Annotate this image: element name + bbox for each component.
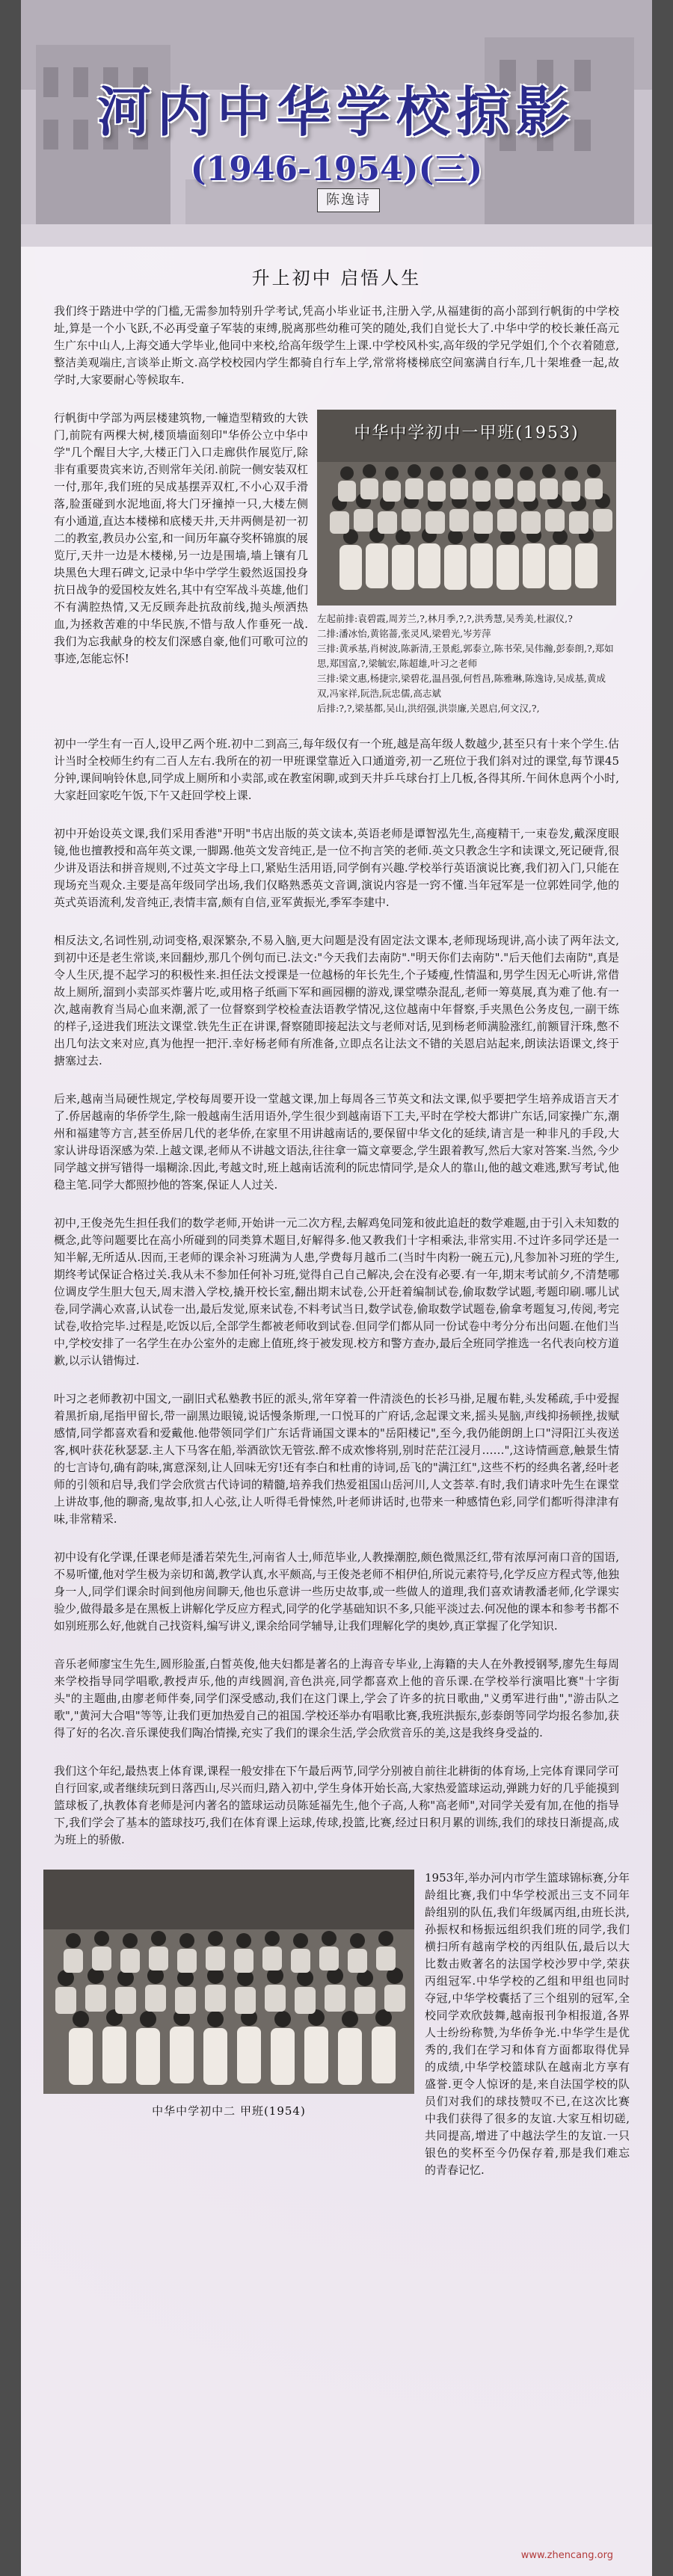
- page: [21, 0, 652, 2576]
- photo-section-2: [21, 1870, 652, 2179]
- header-banner: [21, 0, 652, 247]
- photo-2-caption: 中华中学初中二 甲班(1954): [152, 2104, 306, 2118]
- paragraph: 初中开始设英文课,我们采用香港"开明"书店出版的英文读本,英语老师是谭智泓先生,高瘦精干,一束卷发,戴深度眼镜,他也擅教授和高年英文课,一脚踢.他英文发音纯正,是一位不拘言笑的老师.英文只教念生字和读课文,死记硬背,很少讲及语法和拼音规则,不过英文字母上口,紧贴生活用语,同学倒有兴趣.学校举行英语演说比赛,我们初入门,只能在现场充当观众.主要是高年级同学出场,我们仅略熟悉英文音调,演说内容是一窍不懂.当年冠军是一位郭姓同学,他的英式英语流利,发音纯正,表情丰富,颇有自信,亚军黄振光,季军李建中.: [54, 827, 619, 909]
- legend-row: 后排:?,?,梁基都,吴山,洪绍强,洪崇廉,关恩启,何文汉,?,: [317, 703, 540, 714]
- group-photo-image: [43, 1870, 414, 2094]
- page-title: 河内中华学校掠影: [96, 80, 576, 144]
- class-photo-1954: [43, 1870, 414, 2094]
- section-title: 升上初中 启悟人生: [251, 268, 422, 289]
- photo-1-title: 中华中学初中一甲班(1953): [354, 424, 580, 443]
- page-subtitle: (1946-1954)(三): [190, 150, 483, 188]
- class-photo-1953: [317, 410, 616, 606]
- paragraph: 音乐老师廖宝生先生,圆形脸蛋,白皙英俊,他夫妇都是著名的上海音专毕业,上海籍的夫人在外教授钢琴,廖先生每周来学校指导同学唱歌,教授声乐,他的声线圆润,音色洪亮,同学都喜欢上他的音乐课.在学校举行演唱比赛"十字街头"的主题曲,由廖老师伴奏,同学们深受感动,我们在这门课上,学会了许多的抗日歌曲,"义勇军进行曲","游击队之歌","黄河大合唱"等等,让我们更加热爱自己的祖国.学校还举办有唱歌比赛,我班洪振东,彭泰朗等同学均报名参加,获得了好的名次.音乐课使我们陶冶情操,充实了我们的课余生活,学会欣赏音乐的美,这是我终身受益的.: [54, 1657, 619, 1740]
- photo-section-1: [21, 410, 652, 716]
- paragraph: 初中一学生有一百人,设甲乙两个班.初中二到高三,每年级仅有一个班,越是高年级人数越少,甚至只有十来个学生.估计当时全校师生约有二百人左右.我所在的初一甲班课堂靠近入口通道旁,初一乙班位于我们斜对过的课堂,每节课45分钟,课间响铃休息,同学成上厕所和小卖部,或在教室闲聊,或到天井乒乓球台打上几板,各得其所.午间休息两个小时,大家赶回家吃午饭,下午又赶回学校上课.: [54, 737, 619, 802]
- paragraph: 初中,王俊尧先生担任我们的数学老师,开始讲一元二次方程,去解鸡兔同笼和彼此追赶的数学难题,由于引入未知数的概念,此等问题要比在高小所碰到的同类算术题目,好解得多.他又教我们十字相乘法,非常实用.不过许多同学还是一知半解,无所适从.因而,王老师的课余补习班满为人患,学费每月越币二(当时牛肉粉一碗五元),凡参加补习班的学生,期终考试保证合格过关.我从未不参加任何补习班,觉得自己自己解决,会在没有必要.有一年,期末考试前夕,不清楚哪位调皮学生胆大包天,周末潜入学校,撬开校长室,翻出期末试卷,公开赶着编制试卷,偷取数学试题,考题印刷.哪儿试卷,同学满心欢喜,认试卷一出,最后发觉,原来试卷,不料考试当日,数学试卷,偷取数学试题卷,偷拿考题复习,传阅,考完试卷,收拾完毕.过程是,吃饭以后,全部学生都被老师收到试卷.但同学们都从同一份试卷中考分分布出问题.在他们当中,学校安排了一名学生在办公室外的走廊上值班,终于被发现.校方和警方查办,最后全班同学推选一名代表向校方道歉,以示认错悔过.: [54, 1216, 619, 1367]
- author-name: 陈逸诗: [317, 188, 380, 212]
- paragraph: 我们这个年纪,最热衷上体育课,课程一般安排在下午最后两节,同学分别被自前往北耕街的体育场,上完体育课同学可自行回家,或者继续玩到日落西山,尽兴而归,踏入初中,学生身体开始长高,大家热爱篮球运动,弹跳力好的几乎能摸到篮球板了,执教体育老师是河内著名的篮球运动员陈延福先生,他个子高,人称"高老师",对同学关爱有加,在他的指导下,我们学会了基本的篮球技巧,我们在体育课上运球,传球,投篮,比赛,经过日积月累的训练,我们的球技日渐提高,成为班上的骄傲.: [54, 1764, 619, 1846]
- site-watermark: www.zhencang.org: [520, 2550, 613, 2561]
- legend-row: 二排:潘冰怡,黄铭蔷,张灵风,梁碧光,岑芳萍: [317, 628, 491, 639]
- school-description-text: 行帆街中学部为两层楼建筑物,一幢造型精致的大铁门,前院有两棵大树,楼顶墙面刻印"华侨公立中华中学"几个醒目大字,大楼正门入口走廊供作展览厅,除非有重要贵宾来访,否则常年关闭.前院一侧安装双杠一付,那年,我们班的吴成基摆弄双杠,不小心双手滑落,脸蛋碰到水泥地面,将大门牙撞掉一只,大楼左侧有小通道,直达本楼梯和底楼天井,天井两侧是初一初二的教室,教员办公室,和一间历年赢夺奖杯锦旗的展览厅,天井一边是木楼梯,另一边是围墙,墙上镶有几块黑色大理石碑文,记录中华中学学生毅然返国投身抗日战争的爱国校友姓名,其中有空军战斗英雄,他们不有满腔热情,又无反顾奔赴抗敌前线,抛头颅洒热血,为拯救苦难的中华民族,不惜与敌人作垂死一战.我们为忘我献身的校友们深感自豪,他们可歌可泣的事迹,怎能忘怀!: [54, 411, 308, 665]
- paragraph: 相反法文,名词性别,动词变格,艰深繁杂,不易入脑,更大问题是没有固定法文课本,老师现场现讲,高小读了两年法文,到初中还是老生常谈,来回翻炒,那几个例句而已.法文:"今天我们去南防"."明天你们去南防"."后天他们去南防",真是令人生厌,提不起学习的积极性来.担任法文授课是一位越杨的年长先生,个子矮瘦,性情温和,男学生因无心听讲,常借故上厕所,溜到小卖部买炸薯片吃,或用格子纸画下军和画园棚的游戏,课堂噤杂混乱,老师一筹莫展,真为难了他.有一次,越南教育当局心血来潮,派了一位督察到学校检查法语教学情况,这位越南中年督察,手夹黑色公务皮包,一副干练的样子,迳进我们班法文课堂.铁先生正在讲课,督察随即接起法文与老师对话,见到杨老师满脸涨红,前额冒汗珠,憋不出几句法文来对应,真为他捏一把汗.幸好杨老师有所准备,立即点名让法文不错的关恩启站起来,朗读法语课文,终于搪塞过去.: [54, 934, 619, 1067]
- paragraph-intro: 我们终于踏进中学的门槛,无需参加特别升学考试,凭高小毕业证书,注册入学,从福建街的高小部到行帆街的中学校址,算是一个小飞跃,不必再受童子军装的束缚,脱离那些幼稚可笑的随处,我们自觉长大了.中华中学的校长兼任高元生广东中山人,上海交通大学毕业,他同中来校,给高年级学生上课.中学校风朴实,高年级的学兄学姐们,个个衣着随意,整洁美观端庄,言谈举止斯文.高学校校园内学生都骑自行车上学,常常将楼梯底空间塞满自行车,几十架堆叠一起,故学时,大家要耐心等候取车.: [54, 304, 619, 386]
- legend-row: 左起前排:袁碧霞,周芳兰,?,林月季,?,?,洪秀慧,吴秀美,杜淑仪,?: [317, 613, 573, 624]
- paragraph: 初中设有化学课,任课老师是潘若荣先生,河南省人士,师范毕业,人教操潮腔,颇色微黑泛红,带有浓厚河南口音的国语,不易听懂,他对学生极为亲切和蔼,教学认真,水平颇高,与王俊尧老师不相伊伯,所说元素符号,化学反应方程式等,他独身一人,同学们课余时间到他房间聊天,他也乐意讲一些历史故事,或一些做人的道理,我们喜欢请教潘老师,化学课实验少,做得最多是在黑板上讲解化学反应方程式,同学的化学基础知识不多,只能平淡过去.何况他的课本和参考书都不如别班那么好,他就自己找资料,编写讲义,课余给同学辅导,让我们理解化学的奥妙,真正掌握了化学知识.: [54, 1550, 619, 1633]
- paragraph: 叶习之老师教初中国文,一副旧式私塾教书匠的派头,常年穿着一件清淡色的长衫马褂,足履布鞋,头发稀疏,手中爱握着黑折扇,尾指甲留长,带一副黑边眼镜,说话慢条斯理,一口悦耳的广府话,念起课文来,摇头晃脑,声线抑扬顿挫,拔赋感情,同学都喜欢看和爱戴他.他带领同学们广东话背诵国文课本的"岳阳楼记",至今,我仍能朗朗上口"浔阳江头夜送客,枫叶获花秋瑟瑟.主人下马客在船,举酒欲饮无管弦.醉不成欢惨将别,别时茫茫江浸月……",这诗情画意,触景生情的七言诗句,确有韵味,寓意深刻,让人回味无穷!还有李白和杜甫的诗词,岳飞的"满江红",这些不朽的经典名著,经叶老师的引领和启导,我们学会欣赏古代诗词的精髓,培养我们热爱祖国山岳河川,人文荟萃.有时,我们请求叶先生在课堂上讲故事,他的聊斋,鬼故事,扣人心弦,让人听得毛骨悚然,叶老师讲话时,也带来一种感情色彩,同学们都听得津津有味,非常精采.: [54, 1392, 619, 1526]
- legend-row: 三排:黄承基,肖树波,陈新清,王景彪,郭泰立,陈书荣,吴伟瀚,彭泰朗,?,郑如思,郑国富,?,梁毓宏,陈超雄,叶习之老师: [317, 643, 614, 669]
- photo-1-legend: [317, 611, 616, 716]
- basketball-story-text: 1953年,举办河内市学生篮球锦标赛,分年龄组比赛,我们中华学校派出三支不同年龄组别的队伍,我们年级属丙组,由班长洪,孙振权和杨振远组织我们班的同学,我们横扫所有越南学校的丙组队伍,最后以大比数击败著名的法国学校沙罗中学,荣获丙组冠军.中华学校的乙组和甲组也同时夺冠,中华学校囊括了三个组别的冠军,全校同学欢欣鼓舞,越南报刊争相报道,各界人士纷纷称赞,为华侨争光.中华学生是优秀的,我们在学习和体育方面都取得优异的成绩,中华学校篮球队在越南北方享有盛誉.更令人惊讶的是,来自法国学校的队员们对我们的球技赞叹不已,在这次比赛中我们获得了很多的友谊.大家互相切磋,共同提高,增进了中越法学生的友谊.一只银色的奖杯至今仍保存着,那是我们难忘的青春记忆.: [425, 1871, 630, 2177]
- paragraph: 后来,越南当局硬性规定,学校每周要开设一堂越文课,加上每周各三节英文和法文课,似乎要把学生培养成语言天才了.侨居越南的华侨学生,除一般越南生活用语外,学生很少到越南语下工夫,平时在学校大都讲广东话,同家操广东,潮州和福建等方言,甚至侨居几代的老华侨,在家里不用讲越南话的,要保留中华文化的延续,请言是一种非凡的手段,大家认讲母语深感为荣.上越文课,老师从不讲越文语法,往往拿一篇文章要念,学生跟着教写,然后大家对答案.当然,今少同学越文拼写错得一塌糊涂.因此,考越文时,班上越南话流利的阮忠情同学,是众人的靠山,他的越文难逃,默写考试,他稳主笔.同学大都照抄他的答案,保证人人过关.: [54, 1092, 619, 1192]
- legend-row: 三排:梁文惠,杨捷宗,梁碧花,温昌强,何哲昌,陈雅琳,陈逸诗,吴成基,黄成双,冯家祥,阮浩,阮忠儒,高志斌: [317, 673, 606, 699]
